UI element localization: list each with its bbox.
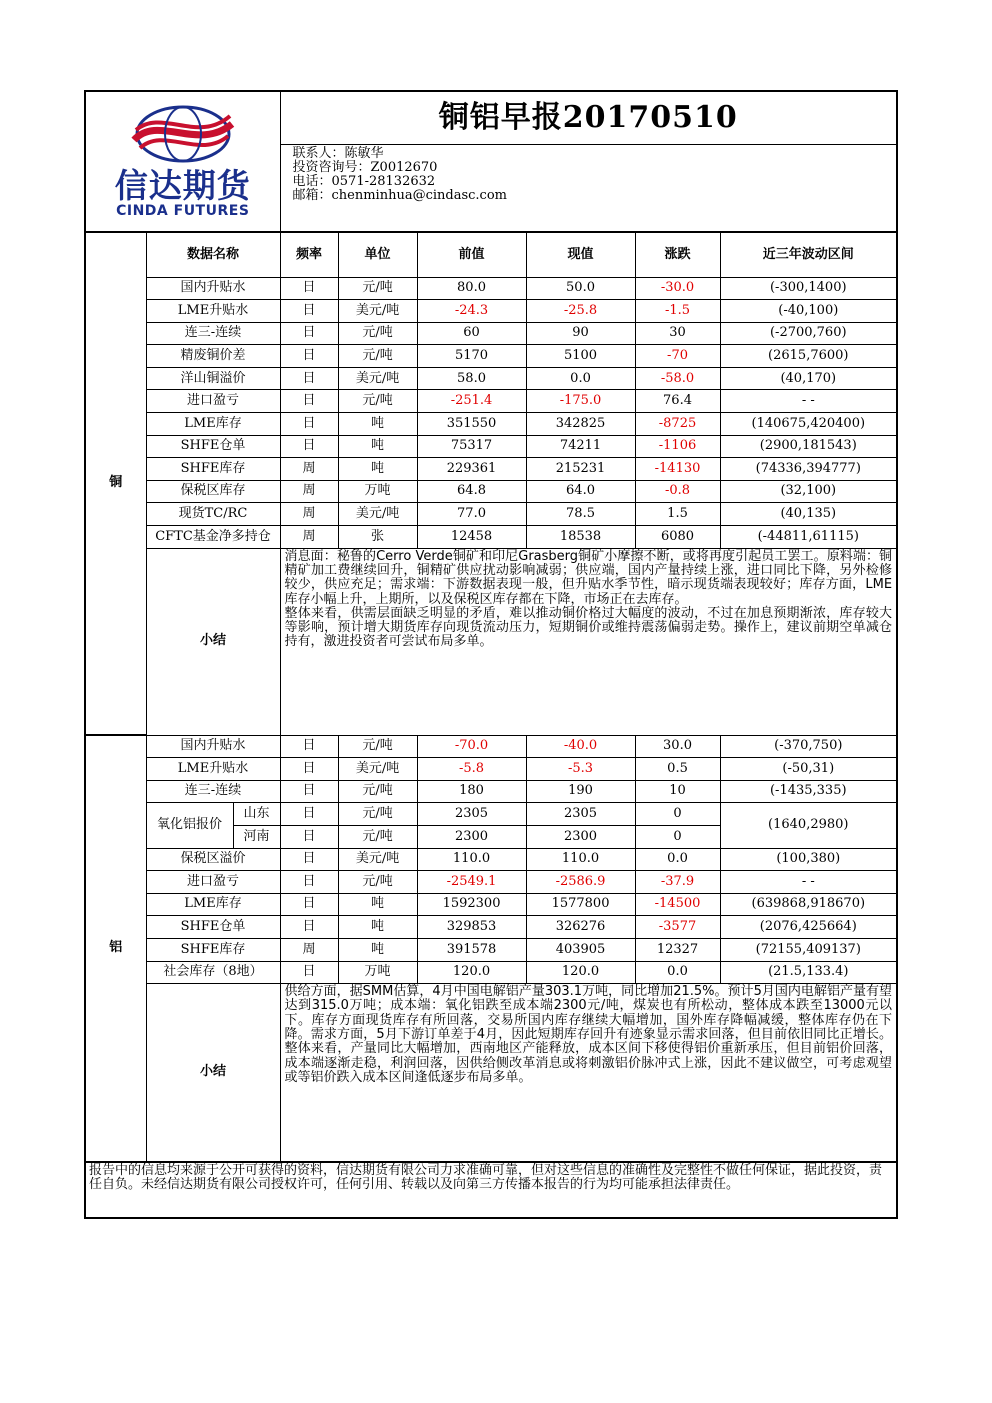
row-freq: 日 [280, 893, 338, 916]
column-header-row [85, 232, 897, 277]
row-freq: 日 [280, 758, 338, 781]
table-row [85, 345, 897, 368]
row-range: (-2700,760) [720, 322, 897, 345]
row-curr: 403905 [526, 938, 635, 961]
table-row [85, 480, 897, 503]
row-curr: 342825 [526, 413, 635, 436]
row-curr: -2586.9 [526, 871, 635, 894]
row-curr: -175.0 [526, 390, 635, 413]
row-range: (-40,100) [720, 300, 897, 323]
phone-number: 电话：0571-28132632 [292, 174, 436, 190]
license-number: 投资咨询号：Z0012670 [292, 159, 438, 175]
row-curr: 1577800 [526, 893, 635, 916]
row-freq: 周 [280, 526, 338, 549]
row-curr: 0.0 [526, 367, 635, 390]
row-range: (2076,425664) [720, 916, 897, 939]
row-curr: 64.0 [526, 480, 635, 503]
table-row [85, 961, 897, 984]
row-change: -1106 [635, 435, 720, 458]
row-freq: 日 [280, 735, 338, 758]
row-range: (-44811,61115) [720, 526, 897, 549]
row-prev: -251.4 [417, 390, 526, 413]
row-freq: 日 [280, 435, 338, 458]
row-freq: 日 [280, 367, 338, 390]
col-curr: 现值 [526, 232, 635, 277]
row-name: SHFE仓单 [146, 916, 280, 939]
row-name: 国内升贴水 [146, 277, 280, 300]
row-change: -30.0 [635, 277, 720, 300]
row-curr: -40.0 [526, 735, 635, 758]
row-unit: 元/吨 [338, 322, 417, 345]
logo-cn-text: 信达期货 [114, 165, 251, 205]
row-change: 30 [635, 322, 720, 345]
row-curr: 2305 [526, 803, 635, 826]
row-change: -37.9 [635, 871, 720, 894]
aluminum-label: 铝 [85, 735, 146, 1162]
row-range: (-50,31) [720, 758, 897, 781]
summary-text [280, 548, 897, 735]
row-curr: 2300 [526, 826, 635, 849]
row-curr: 120.0 [526, 961, 635, 984]
logo-cell [85, 91, 280, 232]
row-prev: -70.0 [417, 735, 526, 758]
row-prev: 75317 [417, 435, 526, 458]
contact-cell [280, 144, 897, 232]
row-unit: 元/吨 [338, 871, 417, 894]
summary-row [85, 548, 897, 735]
row-prev: 180 [417, 780, 526, 803]
summary-paragraph: 供给方面，据SMM估算，4月中国电解铝产量303.1万吨，同比增加21.5%。预计5月国内电解铝产量有望达到315.0万吨；成本端：氧化铝跌至成本端2300元/吨，煤炭也有所松动，整体成本跌至13000元以下。库存方面现货库存有所回落，交易所国内库存继续大幅增加，国外库存降幅减缓，整体库存仍在下降。需求方面，5月下游订单差于4月，因此短期库存回升有迹象显示需求回落，但目前依旧同比正增长。整体来看，产量同比大幅增加，西南地区产能释放，成本区间下移使得铝价重新承压，但目前铝价回落，成本端逐渐走稳，利润回落，因供给侧改革消息或将刺激铝价脉冲式上涨，因此不建议做空，可考虑观望或等铝价跌入成本区间逢低逐步布局多单。 [284, 984, 893, 1085]
row-unit: 美元/吨 [338, 503, 417, 526]
logo-en-text: CINDA FUTURES [116, 202, 250, 219]
table-row [85, 871, 897, 894]
row-range: - - [720, 871, 897, 894]
row-range: (1640,2980) [720, 803, 897, 848]
row-prev: 64.8 [417, 480, 526, 503]
row-change: 0.5 [635, 758, 720, 781]
row-unit: 美元/吨 [338, 300, 417, 323]
row-change: 1.5 [635, 503, 720, 526]
row-change: -14130 [635, 458, 720, 481]
row-name: 保税区溢价 [146, 848, 280, 871]
row-curr: 110.0 [526, 848, 635, 871]
row-name: SHFE库存 [146, 458, 280, 481]
row-name: 现货TC/RC [146, 503, 280, 526]
page-title: 铜铝早报20170510 [438, 100, 738, 136]
row-unit: 美元/吨 [338, 758, 417, 781]
row-freq: 日 [280, 803, 338, 826]
row-unit: 张 [338, 526, 417, 549]
row-change: -58.0 [635, 367, 720, 390]
row-unit: 元/吨 [338, 735, 417, 758]
row-change: 0.0 [635, 961, 720, 984]
row-name: SHFE仓单 [146, 435, 280, 458]
cinda-logo-icon [128, 104, 238, 164]
table-row [85, 458, 897, 481]
row-unit: 万吨 [338, 480, 417, 503]
report-table [84, 90, 898, 1219]
row-curr: -25.8 [526, 300, 635, 323]
row-range: (639868,918670) [720, 893, 897, 916]
email-address: 邮箱：chenminhua@cindasc.com [292, 188, 507, 204]
alumina-name: 氧化铝报价 [146, 803, 233, 848]
copper-label: 铜 [85, 232, 146, 735]
row-freq: 日 [280, 780, 338, 803]
row-name: 国内升贴水 [146, 735, 280, 758]
row-name: 进口盈亏 [146, 390, 280, 413]
row-prev: 80.0 [417, 277, 526, 300]
row-name: SHFE库存 [146, 938, 280, 961]
row-range: (-370,750) [720, 735, 897, 758]
row-change: -3577 [635, 916, 720, 939]
row-prev: 229361 [417, 458, 526, 481]
row-change: -1.5 [635, 300, 720, 323]
row-unit: 元/吨 [338, 390, 417, 413]
row-change: 0 [635, 826, 720, 849]
table-row [85, 390, 897, 413]
row-range: (21.5,133.4) [720, 961, 897, 984]
row-curr: -5.3 [526, 758, 635, 781]
row-unit: 美元/吨 [338, 367, 417, 390]
row-unit: 元/吨 [338, 826, 417, 849]
row-change: 76.4 [635, 390, 720, 413]
row-freq: 日 [280, 277, 338, 300]
row-freq: 日 [280, 322, 338, 345]
row-unit: 元/吨 [338, 277, 417, 300]
table-row [85, 300, 897, 323]
row-change: 12327 [635, 938, 720, 961]
row-name: LME升贴水 [146, 300, 280, 323]
row-unit: 万吨 [338, 961, 417, 984]
alumina-region: 河南 [233, 826, 280, 849]
table-row [85, 367, 897, 390]
row-prev: 5170 [417, 345, 526, 368]
table-row [85, 322, 897, 345]
row-prev: -5.8 [417, 758, 526, 781]
row-curr: 215231 [526, 458, 635, 481]
row-range: (74336,394777) [720, 458, 897, 481]
row-name: 保税区库存 [146, 480, 280, 503]
row-unit: 元/吨 [338, 345, 417, 368]
row-unit: 吨 [338, 916, 417, 939]
row-freq: 日 [280, 826, 338, 849]
table-row [85, 758, 897, 781]
row-unit: 吨 [338, 938, 417, 961]
row-range: (-300,1400) [720, 277, 897, 300]
row-freq: 日 [280, 916, 338, 939]
summary-label: 小结 [146, 548, 280, 735]
row-prev: 110.0 [417, 848, 526, 871]
row-name: LME库存 [146, 893, 280, 916]
row-prev: -24.3 [417, 300, 526, 323]
row-range: (40,170) [720, 367, 897, 390]
row-prev: -2549.1 [417, 871, 526, 894]
table-row [85, 526, 897, 549]
row-change: -0.8 [635, 480, 720, 503]
row-freq: 周 [280, 503, 338, 526]
row-name: 社会库存（8地） [146, 961, 280, 984]
col-chg: 涨跌 [635, 232, 720, 277]
alumina-region: 山东 [233, 803, 280, 826]
row-freq: 日 [280, 300, 338, 323]
row-curr: 326276 [526, 916, 635, 939]
row-range: (72155,409137) [720, 938, 897, 961]
row-curr: 78.5 [526, 503, 635, 526]
row-unit: 元/吨 [338, 803, 417, 826]
col-freq: 频率 [280, 232, 338, 277]
row-curr: 50.0 [526, 277, 635, 300]
summary-paragraph: 整体来看，供需层面缺乏明显的矛盾，难以推动铜价格过大幅度的波动，不过在加息预期渐浓，库存较大等影响，预计增大期货库存向现货流动压力，短期铜价或维持震荡偏弱走势。操作上，建议前期空单减仓持有，激进投资者可尝试布局多单。 [284, 605, 893, 650]
row-change: 30.0 [635, 735, 720, 758]
row-prev: 391578 [417, 938, 526, 961]
row-range: (32,100) [720, 480, 897, 503]
row-freq: 周 [280, 480, 338, 503]
row-unit: 吨 [338, 893, 417, 916]
row-range: (140675,420400) [720, 413, 897, 436]
row-curr: 90 [526, 322, 635, 345]
row-prev: 329853 [417, 916, 526, 939]
row-change: 6080 [635, 526, 720, 549]
row-name: LME升贴水 [146, 758, 280, 781]
table-row [85, 413, 897, 436]
row-unit: 美元/吨 [338, 848, 417, 871]
row-unit: 吨 [338, 413, 417, 436]
row-prev: 12458 [417, 526, 526, 549]
table-row [85, 803, 897, 826]
title-cell [280, 91, 897, 144]
row-unit: 吨 [338, 458, 417, 481]
table-row [85, 893, 897, 916]
table-row [85, 435, 897, 458]
row-prev: 60 [417, 322, 526, 345]
summary-label: 小结 [146, 984, 280, 1162]
row-change: 0.0 [635, 848, 720, 871]
row-freq: 日 [280, 871, 338, 894]
row-freq: 周 [280, 938, 338, 961]
disclaimer-text: 报告中的信息均来源于公开可获得的资料，信达期货有限公司力求准确可靠，但对这些信息的准确性及完整性不做任何保证，据此投资，责任自负。未经信达期货有限公司授权许可，任何引用、转载以及向第三方传播本报告的行为均可能承担法律责任。 [85, 1162, 897, 1218]
row-change: -70 [635, 345, 720, 368]
row-change: 0 [635, 803, 720, 826]
row-range: - - [720, 390, 897, 413]
row-change: 10 [635, 780, 720, 803]
table-row [85, 916, 897, 939]
row-name: 精废铜价差 [146, 345, 280, 368]
row-prev: 1592300 [417, 893, 526, 916]
row-freq: 日 [280, 961, 338, 984]
contact-person: 联系人：陈敏华 [292, 145, 384, 161]
row-prev: 58.0 [417, 367, 526, 390]
row-range: (100,380) [720, 848, 897, 871]
row-name: LME库存 [146, 413, 280, 436]
row-name: 连三-连续 [146, 322, 280, 345]
row-range: (2615,7600) [720, 345, 897, 368]
table-row [85, 848, 897, 871]
col-unit: 单位 [338, 232, 417, 277]
summary-paragraph: 消息面：秘鲁的Cerro Verde铜矿和印尼Grasberg铜矿小摩擦不断，或将再度引起员工罢工。原料端：铜精矿加工费继续回升，铜精矿供应扰动影响减弱；供应端，国内产量持续上涨，进口同比下降，另外检修较少，供应充足；需求端：下游数据表现一般，但升贴水季节性，暗示现货端表现较好；库存方面，LME库存小幅上升，上期所，以及保税区库存都在下降，市场正在去库存。 [284, 548, 893, 607]
row-curr: 74211 [526, 435, 635, 458]
col-range: 近三年波动区间 [720, 232, 897, 277]
row-change: -8725 [635, 413, 720, 436]
summary-row [85, 984, 897, 1162]
row-curr: 18538 [526, 526, 635, 549]
row-name: 进口盈亏 [146, 871, 280, 894]
table-row [85, 503, 897, 526]
table-row [85, 277, 897, 300]
row-prev: 351550 [417, 413, 526, 436]
row-name: CFTC基金净多持仓 [146, 526, 280, 549]
row-freq: 日 [280, 390, 338, 413]
row-curr: 190 [526, 780, 635, 803]
footer-row [85, 1162, 897, 1218]
col-name: 数据名称 [146, 232, 280, 277]
row-freq: 日 [280, 848, 338, 871]
row-prev: 77.0 [417, 503, 526, 526]
row-range: (-1435,335) [720, 780, 897, 803]
row-curr: 5100 [526, 345, 635, 368]
table-row [85, 780, 897, 803]
row-range: (40,135) [720, 503, 897, 526]
row-freq: 周 [280, 458, 338, 481]
row-freq: 日 [280, 345, 338, 368]
row-unit: 吨 [338, 435, 417, 458]
summary-text [280, 984, 897, 1162]
row-range: (2900,181543) [720, 435, 897, 458]
col-prev: 前值 [417, 232, 526, 277]
row-name: 连三-连续 [146, 780, 280, 803]
table-row [85, 938, 897, 961]
row-prev: 2305 [417, 803, 526, 826]
row-freq: 日 [280, 413, 338, 436]
row-unit: 元/吨 [338, 780, 417, 803]
table-row [85, 735, 897, 758]
row-prev: 120.0 [417, 961, 526, 984]
row-name: 洋山铜溢价 [146, 367, 280, 390]
report-sheet [84, 90, 896, 1221]
row-prev: 2300 [417, 826, 526, 849]
row-change: -14500 [635, 893, 720, 916]
